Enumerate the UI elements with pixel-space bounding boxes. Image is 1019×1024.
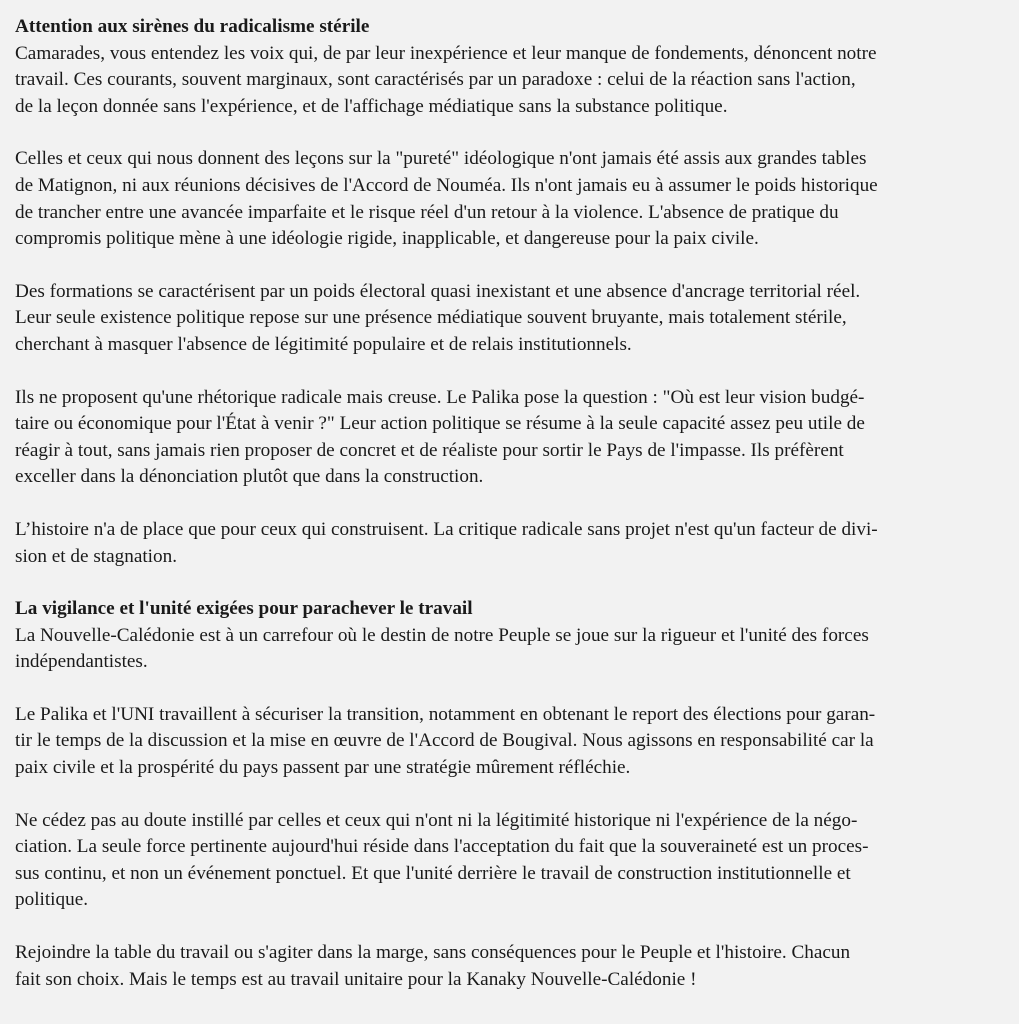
text-line: Leur seule existence politique repose sur une présence médiatique souvent bruyante, mais totalement stérile, xyxy=(15,307,847,329)
text-line: L’histoire n'a de place que pour ceux qui construisent. La critique radicale sans projet n'est qu'un facteur de divi- xyxy=(15,518,878,540)
text-line: exceller dans la dénonciation plutôt que dans la construction. xyxy=(15,466,484,488)
paragraph-block xyxy=(15,146,1005,252)
text-line: de la leçon donnée sans l'expérience, et de l'affichage médiatique sans la substance politique. xyxy=(15,95,728,117)
text-line: paix civile et la prospérité du pays passent par une stratégie mûrement réfléchie. xyxy=(15,757,631,779)
paragraph-block xyxy=(15,808,1005,914)
paragraph-block xyxy=(15,702,1005,782)
text-line: politique. xyxy=(15,889,89,911)
text-line: sion et de stagnation. xyxy=(15,545,177,567)
paragraph-block xyxy=(15,517,1005,570)
section-block xyxy=(15,596,1005,676)
text-line: Celles et ceux qui nous donnent des leçons sur la "pureté" idéologique n'ont jamais été assis aux grandes tables xyxy=(15,148,867,170)
text-line: taire ou économique pour l'État à venir ?" Leur action politique se résume à la seule capacité assez peu utile de xyxy=(15,413,865,435)
paragraph-block xyxy=(15,279,1005,359)
section-heading: Attention aux sirènes du radicalisme stérile xyxy=(15,16,370,37)
text-line: Camarades, vous entendez les voix qui, de par leur inexpérience et leur manque de fondements, dénoncent notre xyxy=(15,42,877,64)
text-line: indépendantistes. xyxy=(15,651,148,673)
text-line: Des formations se caractérisent par un poids électoral quasi inexistant et une absence d'ancrage territorial réel. xyxy=(15,280,861,302)
text-line: travail. Ces courants, souvent marginaux, sont caractérisés par un paradoxe : celui de la réaction sans l'action, xyxy=(15,69,856,91)
text-line: de Matignon, ni aux réunions décisives de l'Accord de Nouméa. Ils n'ont jamais eu à assumer le poids historique xyxy=(15,174,878,196)
paragraph-block xyxy=(15,940,1005,993)
text-line: Rejoindre la table du travail ou s'agiter dans la marge, sans conséquences pour le Peuple et l'histoire. Chacun xyxy=(15,942,851,964)
text-line: La Nouvelle-Calédonie est à un carrefour où le destin de notre Peuple se joue sur la rigueur et l'unité des forces xyxy=(15,624,869,646)
section-block xyxy=(15,14,1005,120)
text-line: de trancher entre une avancée imparfaite et le risque réel d'un retour à la violence. L'absence de pratique du xyxy=(15,201,839,223)
text-line: compromis politique mène à une idéologie rigide, inapplicable, et dangereuse pour la paix civile. xyxy=(15,228,759,250)
text-line: Ils ne proposent qu'une rhétorique radicale mais creuse. Le Palika pose la question : "Où est leur vision budgé- xyxy=(15,386,865,408)
text-line: réagir à tout, sans jamais rien proposer de concret et de réaliste pour sortir le Pays de l'impasse. Ils préfèrent xyxy=(15,439,844,461)
text-line: fait son choix. Mais le temps est au travail unitaire pour la Kanaky Nouvelle-Calédonie ! xyxy=(15,968,697,990)
text-line: Ne cédez pas au doute instillé par celles et ceux qui n'ont ni la légitimité historique ni l'expérience de la négo- xyxy=(15,809,858,831)
text-line: ciation. La seule force pertinente aujourd'hui réside dans l'acceptation du fait que la souveraineté est un proces- xyxy=(15,836,869,858)
text-line: Le Palika et l'UNI travaillent à sécuriser la transition, notamment en obtenant le report des élections pour garan- xyxy=(15,703,876,725)
text-line: tir le temps de la discussion et la mise en œuvre de l'Accord de Bougival. Nous agissons en responsabilité car la xyxy=(15,730,874,752)
text-line: sus continu, et non un événement ponctuel. Et que l'unité derrière le travail de construction institutionnelle et xyxy=(15,862,851,884)
text-line: cherchant à masquer l'absence de légitimité populaire et de relais institutionnels. xyxy=(15,333,632,355)
section-heading: La vigilance et l'unité exigées pour parachever le travail xyxy=(15,598,473,620)
paragraph-block xyxy=(15,385,1005,491)
